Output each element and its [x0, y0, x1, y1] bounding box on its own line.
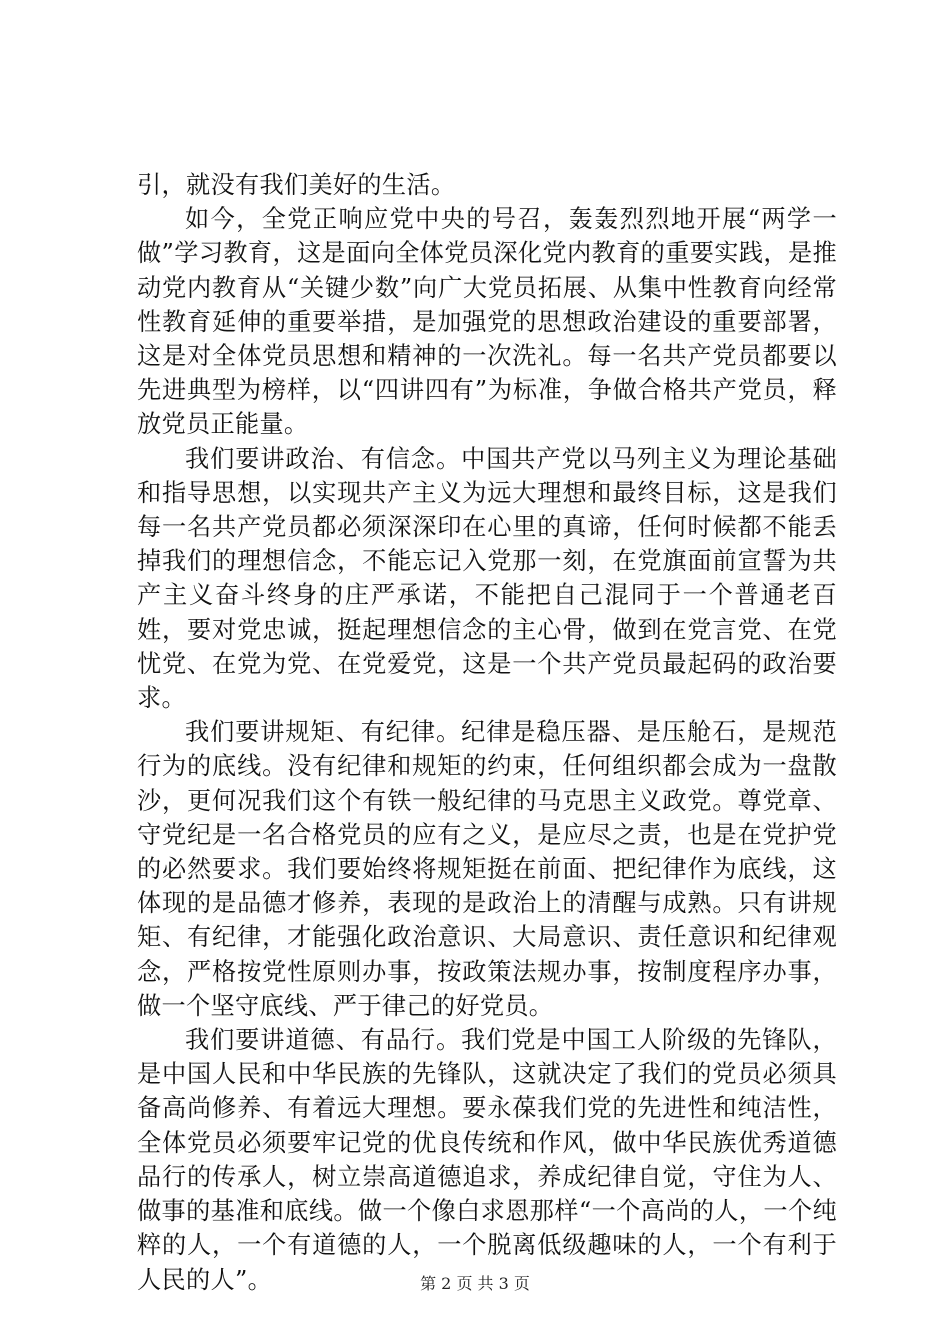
paragraph-continuation: 引，就没有我们美好的生活。	[137, 171, 456, 199]
paragraph-rules-discipline: 我们要讲规矩、有纪律。纪律是稳压器、是压舱石，是规范行为的底线。没有纪律和规矩的约束，任何组织都会成为一盘散沙，更何况我们这个有铁一般纪律的马克思主义政党。尊党章、守党纪是一名合格党员的应有之义，是应尽之责，也是在党护党的必然要求。我们要始终将规矩挺在前面、把纪律作为底线，这体现的是品德才修养，表现的是政治上的清醒与成熟。只有讲规矩、有纪律，才能强化政治意识、大局意识、责任意识和纪律观念，严格按党性原则办事，按政策法规办事，按制度程序办事，做一个坚守底线、严于律己的好党员。	[137, 718, 837, 1020]
paragraph-two-study-one-do: 如今，全党正响应党中央的号召，轰轰烈烈地开展“两学一做”学习教育，这是面向全体党员深化党内教育的重要实践，是推动党内教育从“关键少数”向广大党员拓展、从集中性教育向经常性教育延伸的重要举措，是加强党的思想政治建设的重要部署，这是对全体党员思想和精神的一次洗礼。每一名共产党员都要以先进典型为榜样，以“四讲四有”为标准，争做合格共产党员，释放党员正能量。	[137, 205, 837, 439]
page-number-footer: 第 2 页 共 3 页	[420, 1274, 530, 1293]
paragraph-morality-conduct: 我们要讲道德、有品行。我们党是中国工人阶级的先锋队，是中国人民和中华民族的先锋队，这就决定了我们的党员必须具备高尚修养、有着远大理想。要永葆我们党的先进性和纯洁性，全体党员必须要牢记党的优良传统和作风，做中华民族优秀道德品行的传承人，树立崇高道德追求，养成纪律自觉，守住为人、做事的基准和底线。做一个像白求恩那样“一个高尚的人，一个纯粹的人，一个有道德的人，一个脱离低级趣味的人，一个有利于人民的人”。	[137, 1026, 837, 1294]
paragraph-politics-belief: 我们要讲政治、有信念。中国共产党以马列主义为理论基础和指导思想，以实现共产主义为远大理想和最终目标，这是我们每一名共产党员都必须深深印在心里的真谛，任何时候都不能丢掉我们的理想信念，不能忘记入党那一刻，在党旗面前宣誓为共产主义奋斗终身的庄严承诺，不能把自己混同于一个普通老百姓，要对党忠诚，挺起理想信念的主心骨，做到在党言党、在党忧党、在党为党、在党爱党，这是一个共产党员最起码的政治要求。	[137, 444, 837, 713]
document-body	[137, 168, 837, 1297]
